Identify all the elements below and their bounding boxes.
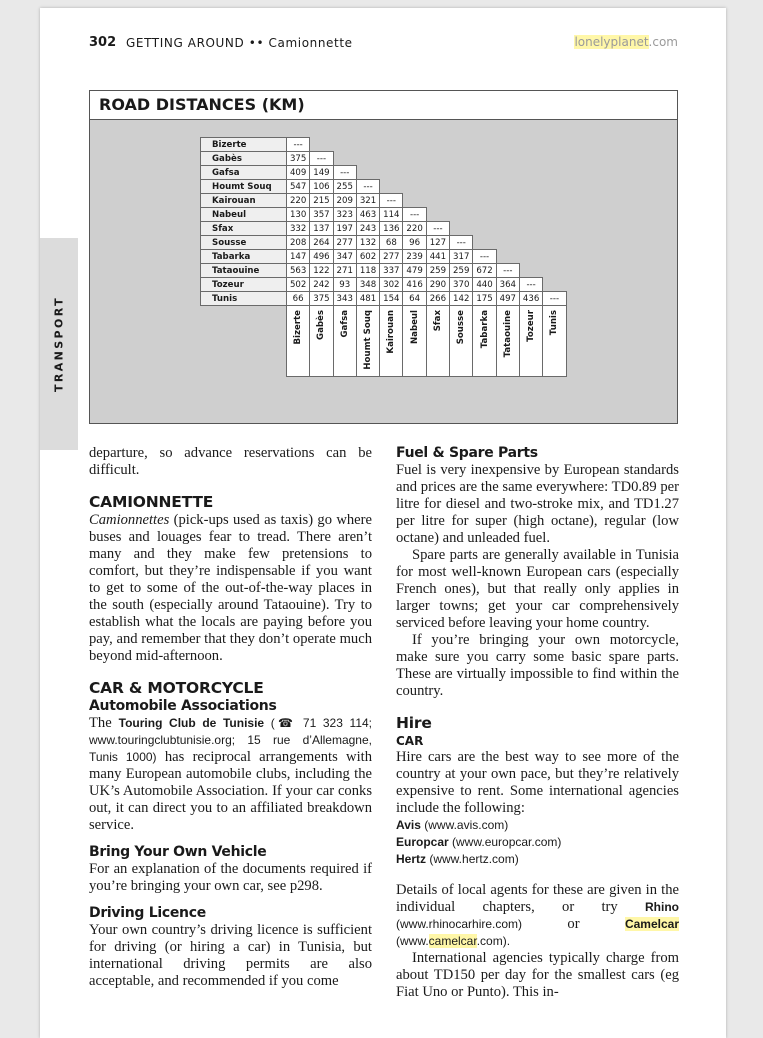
empty-cell xyxy=(473,166,496,180)
heading-bring-own-vehicle: Bring Your Own Vehicle xyxy=(89,844,267,860)
distance-row xyxy=(201,292,567,306)
label-row-spacer xyxy=(201,306,287,377)
right-column xyxy=(396,445,679,1001)
distance-cell: 441 xyxy=(426,250,449,264)
paragraph-motorcycle: If you’re bringing your own motorcycle, make sure you carry some basic spare parts. These are virtually impossible to find within the country. xyxy=(396,632,679,699)
rhino-name: Rhino xyxy=(645,900,679,914)
distance-cell: 242 xyxy=(310,278,333,292)
paragraph-continued: departure, so advance reservations can be difficult. xyxy=(89,445,372,478)
distance-cell: 130 xyxy=(287,208,310,222)
distance-cell: 255 xyxy=(333,180,356,194)
column-town-label xyxy=(543,306,566,377)
column-town-label xyxy=(287,306,310,377)
camionnette-text: (pick-ups used as taxis) go where buses and louages fear to tread. There aren’t many and they make few pretensions to comfort, but they’re indispensable if you want to get to some of the out-of-the-way places in the south (especially around Tataouine). Try to establish what the locals are paying before you pay, and remember that they don’t operate much beyond mid-afternoon. xyxy=(89,512,372,664)
empty-cell xyxy=(543,264,566,278)
section-side-tab xyxy=(40,238,78,450)
distance-cell: 347 xyxy=(333,250,356,264)
empty-cell xyxy=(496,138,519,152)
empty-cell xyxy=(380,152,403,166)
empty-cell xyxy=(519,236,542,250)
agency-hertz[interactable] xyxy=(396,851,679,868)
distance-cell: 481 xyxy=(356,292,379,306)
empty-cell xyxy=(543,208,566,222)
agency-avis[interactable] xyxy=(396,817,679,834)
paragraph-hire: Hire cars are the best way to see more of the country at your own pace, but they’re relatively expensive to rent. Some international agencies include the following: xyxy=(396,749,679,816)
empty-cell xyxy=(380,180,403,194)
heading-camionnette: CAMIONNETTE xyxy=(89,493,214,511)
distance-cell: 497 xyxy=(496,292,519,306)
row-town-name: Sfax xyxy=(201,222,287,236)
empty-cell xyxy=(543,152,566,166)
empty-cell xyxy=(519,222,542,236)
distance-cell: 416 xyxy=(403,278,426,292)
distance-cell: 357 xyxy=(310,208,333,222)
auto-text-lead: The xyxy=(89,715,119,731)
distance-cell: 277 xyxy=(380,250,403,264)
distance-cell: 364 xyxy=(496,278,519,292)
distance-cell: 239 xyxy=(403,250,426,264)
row-town-name: Nabeul xyxy=(201,208,287,222)
row-town-name: Tataouine xyxy=(201,264,287,278)
empty-cell xyxy=(496,236,519,250)
empty-cell xyxy=(403,166,426,180)
distance-cell: 563 xyxy=(287,264,310,278)
empty-cell xyxy=(543,250,566,264)
empty-cell xyxy=(496,194,519,208)
empty-cell xyxy=(473,180,496,194)
empty-cell xyxy=(496,208,519,222)
empty-cell xyxy=(426,180,449,194)
camelcar-url[interactable] xyxy=(396,934,510,948)
row-town-name: Gafsa xyxy=(201,166,287,180)
column-town-label xyxy=(333,306,356,377)
empty-cell xyxy=(496,180,519,194)
empty-cell xyxy=(403,194,426,208)
empty-cell xyxy=(543,138,566,152)
road-distances-box xyxy=(89,90,678,424)
site-url[interactable] xyxy=(574,35,678,49)
agency-europcar[interactable] xyxy=(396,834,679,851)
distance-cell: 259 xyxy=(450,264,473,278)
empty-cell xyxy=(450,152,473,166)
distance-cell: 142 xyxy=(450,292,473,306)
touring-club-contact[interactable]: (☎ 71 323 114; www.touringclubtunisie.org; 15 rue d’Allemagne, Tunis 1000) xyxy=(89,716,372,764)
distance-cell: 96 xyxy=(403,236,426,250)
distance-row xyxy=(201,180,567,194)
left-column xyxy=(89,445,372,990)
column-town-label xyxy=(426,306,449,377)
empty-cell xyxy=(519,180,542,194)
distance-cell: 264 xyxy=(310,236,333,250)
empty-cell xyxy=(380,166,403,180)
paragraph-automobile xyxy=(89,715,372,834)
heading-car-motorcycle: CAR & MOTORCYCLE xyxy=(89,679,264,697)
distance-cell: 479 xyxy=(403,264,426,278)
diagonal-cell: --- xyxy=(333,166,356,180)
empty-cell xyxy=(380,138,403,152)
empty-cell xyxy=(450,180,473,194)
heading-car: CAR xyxy=(396,734,424,748)
distance-cell: 290 xyxy=(426,278,449,292)
distance-cell: 337 xyxy=(380,264,403,278)
agency-url: (www.hertz.com) xyxy=(426,852,519,866)
camionnettes-term: Camionnettes xyxy=(89,512,170,528)
paragraph-bring-own-vehicle: For an explanation of the documents required if you’re bringing your own car, see p298. xyxy=(89,861,372,894)
distance-cell: 463 xyxy=(356,208,379,222)
distance-cell: 114 xyxy=(380,208,403,222)
empty-cell xyxy=(519,138,542,152)
distance-row xyxy=(201,194,567,208)
camelcar-name: Camelcar xyxy=(624,917,679,931)
row-town-name: Gabès xyxy=(201,152,287,166)
empty-cell xyxy=(356,152,379,166)
column-town-text: Tataouine xyxy=(502,310,513,358)
empty-cell xyxy=(519,250,542,264)
distance-cell: 332 xyxy=(287,222,310,236)
diagonal-cell: --- xyxy=(356,180,379,194)
empty-cell xyxy=(543,194,566,208)
empty-cell xyxy=(473,236,496,250)
distance-table-wrap xyxy=(200,137,567,377)
distance-row xyxy=(201,250,567,264)
distance-cell: 127 xyxy=(426,236,449,250)
column-town-label xyxy=(473,306,496,377)
distance-cell: 502 xyxy=(287,278,310,292)
column-town-label xyxy=(310,306,333,377)
distance-cell: 602 xyxy=(356,250,379,264)
distance-cell: 375 xyxy=(310,292,333,306)
diagonal-cell: --- xyxy=(310,152,333,166)
distance-cell: 147 xyxy=(287,250,310,264)
distance-cell: 132 xyxy=(356,236,379,250)
camelcar-url-a: (www. xyxy=(396,934,429,948)
distance-cell: 672 xyxy=(473,264,496,278)
column-town-text: Bizerte xyxy=(293,310,304,345)
column-town-label xyxy=(403,306,426,377)
distance-cell: 243 xyxy=(356,222,379,236)
empty-cell xyxy=(496,152,519,166)
agency-list xyxy=(396,817,679,868)
column-town-label xyxy=(519,306,542,377)
empty-cell xyxy=(426,138,449,152)
agency-url: (www.europcar.com) xyxy=(448,835,562,849)
empty-cell xyxy=(426,166,449,180)
column-town-label xyxy=(450,306,473,377)
distance-cell: 220 xyxy=(287,194,310,208)
empty-cell xyxy=(473,138,496,152)
distance-row xyxy=(201,264,567,278)
distance-cell: 277 xyxy=(333,236,356,250)
distance-cell: 106 xyxy=(310,180,333,194)
diagonal-cell: --- xyxy=(426,222,449,236)
empty-cell xyxy=(426,208,449,222)
column-town-text: Houmt Souq xyxy=(363,310,374,370)
empty-cell xyxy=(450,166,473,180)
empty-cell xyxy=(403,152,426,166)
camelcar-url-highlight: camelcar xyxy=(428,934,477,948)
paragraph-fuel: Fuel is very inexpensive by European standards and prices are the same everywhere: TD0.89 per litre for diesel and two-stroke mix, and TD1.27 per litre for super (high octane), regular (low octane) and unleaded fuel. xyxy=(396,462,679,546)
empty-cell xyxy=(356,166,379,180)
distance-row xyxy=(201,222,567,236)
empty-cell xyxy=(543,278,566,292)
site-url-highlight: lonelyplanet xyxy=(574,35,649,49)
row-town-name: Kairouan xyxy=(201,194,287,208)
column-town-text: Tozeur xyxy=(526,310,537,342)
distance-cell: 440 xyxy=(473,278,496,292)
distance-row xyxy=(201,166,567,180)
road-distances-title: ROAD DISTANCES (KM) xyxy=(90,91,677,120)
empty-cell xyxy=(450,138,473,152)
rhino-url[interactable]: (www.rhinocarhire.com) xyxy=(396,917,523,931)
empty-cell xyxy=(519,208,542,222)
empty-cell xyxy=(519,166,542,180)
row-town-name: Tabarka xyxy=(201,250,287,264)
column-town-text: Gafsa xyxy=(339,310,350,338)
distance-cell: 370 xyxy=(450,278,473,292)
distance-cell: 343 xyxy=(333,292,356,306)
paragraph-local-agents xyxy=(396,882,679,950)
distance-cell: 66 xyxy=(287,292,310,306)
distance-cell: 271 xyxy=(333,264,356,278)
distance-cell: 136 xyxy=(380,222,403,236)
empty-cell xyxy=(496,250,519,264)
distance-cell: 220 xyxy=(403,222,426,236)
distance-cell: 122 xyxy=(310,264,333,278)
empty-cell xyxy=(450,194,473,208)
distance-cell: 259 xyxy=(426,264,449,278)
distance-cell: 215 xyxy=(310,194,333,208)
empty-cell xyxy=(426,152,449,166)
empty-cell xyxy=(543,222,566,236)
distance-cell: 93 xyxy=(333,278,356,292)
distance-cell: 496 xyxy=(310,250,333,264)
auto-text-rest: has reciprocal arrangements with many European automobile clubs, including the UK’s Automobile Association. If your car conks out, it can direct you to an affiliated breakdown service. xyxy=(89,749,372,833)
empty-cell xyxy=(426,194,449,208)
distance-cell: 209 xyxy=(333,194,356,208)
diagonal-cell: --- xyxy=(403,208,426,222)
distance-cell: 436 xyxy=(519,292,542,306)
row-town-name: Sousse xyxy=(201,236,287,250)
column-town-text: Sfax xyxy=(432,310,443,332)
distance-cell: 197 xyxy=(333,222,356,236)
column-town-text: Tabarka xyxy=(479,310,490,349)
diagonal-cell: --- xyxy=(496,264,519,278)
row-town-name: Houmt Souq xyxy=(201,180,287,194)
distance-cell: 317 xyxy=(450,250,473,264)
empty-cell xyxy=(519,194,542,208)
column-town-label xyxy=(380,306,403,377)
touring-club-name: Touring Club de Tunisie xyxy=(118,716,265,730)
distance-cell: 68 xyxy=(380,236,403,250)
column-town-label xyxy=(496,306,519,377)
empty-cell xyxy=(450,208,473,222)
diagonal-cell: --- xyxy=(519,278,542,292)
empty-cell xyxy=(543,166,566,180)
site-url-tld: .com xyxy=(648,35,678,49)
distance-table xyxy=(200,137,567,377)
distance-cell: 302 xyxy=(380,278,403,292)
empty-cell xyxy=(450,222,473,236)
page-number: 302 xyxy=(89,35,117,50)
distance-cell: 547 xyxy=(287,180,310,194)
agency-name: Europcar xyxy=(396,835,449,849)
column-label-row xyxy=(201,306,567,377)
column-town-text: Gabès xyxy=(316,310,327,340)
paragraph-international-rates: International agencies typically charge from about TD150 per day for the smallest cars (eg Fiat Uno or Punto). This in- xyxy=(396,950,679,1000)
agency-url: (www.avis.com) xyxy=(420,818,509,832)
paragraph-camionnette xyxy=(89,512,372,665)
diagonal-cell: --- xyxy=(380,194,403,208)
distance-cell: 137 xyxy=(310,222,333,236)
running-header: GETTING AROUND •• Camionnette xyxy=(126,36,353,50)
book-page xyxy=(40,8,726,1038)
distance-cell: 321 xyxy=(356,194,379,208)
distance-row xyxy=(201,152,567,166)
empty-cell xyxy=(543,236,566,250)
empty-cell xyxy=(333,152,356,166)
empty-cell xyxy=(403,180,426,194)
diagonal-cell: --- xyxy=(287,138,310,152)
distance-row xyxy=(201,278,567,292)
empty-cell xyxy=(356,138,379,152)
agency-name: Avis xyxy=(396,818,421,832)
distance-cell: 375 xyxy=(287,152,310,166)
heading-hire: Hire xyxy=(396,714,432,732)
empty-cell xyxy=(543,180,566,194)
empty-cell xyxy=(473,194,496,208)
distance-cell: 175 xyxy=(473,292,496,306)
side-tab-label: TRANSPORT xyxy=(52,295,66,393)
local-or: or xyxy=(522,916,625,932)
column-town-text: Tunis xyxy=(549,310,560,336)
diagonal-cell: --- xyxy=(450,236,473,250)
column-town-label xyxy=(356,306,379,377)
empty-cell xyxy=(496,166,519,180)
row-town-name: Bizerte xyxy=(201,138,287,152)
distance-cell: 409 xyxy=(287,166,310,180)
empty-cell xyxy=(473,208,496,222)
diagonal-cell: --- xyxy=(473,250,496,264)
empty-cell xyxy=(333,138,356,152)
heading-automobile-associations: Automobile Associations xyxy=(89,698,277,714)
distance-cell: 118 xyxy=(356,264,379,278)
column-town-text: Kairouan xyxy=(386,310,397,354)
local-agents-text: Details of local agents for these are given in the individual chapters, or try xyxy=(396,882,679,915)
row-town-name: Tozeur xyxy=(201,278,287,292)
distance-cell: 64 xyxy=(403,292,426,306)
column-town-text: Sousse xyxy=(456,310,467,345)
distance-cell: 348 xyxy=(356,278,379,292)
empty-cell xyxy=(519,264,542,278)
agency-name: Hertz xyxy=(396,852,427,866)
heading-fuel-spare-parts: Fuel & Spare Parts xyxy=(396,445,538,461)
camelcar-url-b: .com). xyxy=(476,934,511,948)
distance-cell: 208 xyxy=(287,236,310,250)
empty-cell xyxy=(473,222,496,236)
heading-driving-licence: Driving Licence xyxy=(89,905,206,921)
empty-cell xyxy=(310,138,333,152)
column-town-text: Nabeul xyxy=(409,310,420,345)
diagonal-cell: --- xyxy=(543,292,566,306)
row-town-name: Tunis xyxy=(201,292,287,306)
paragraph-spare-parts: Spare parts are generally available in Tunisia for most well-known European cars (especially French ones), but that really only applies in larger towns; get your car comprehensively serviced before leaving your home country. xyxy=(396,547,679,631)
distance-cell: 149 xyxy=(310,166,333,180)
empty-cell xyxy=(519,152,542,166)
distance-row xyxy=(201,236,567,250)
distance-cell: 266 xyxy=(426,292,449,306)
distance-row xyxy=(201,208,567,222)
empty-cell xyxy=(496,222,519,236)
distance-cell: 154 xyxy=(380,292,403,306)
empty-cell xyxy=(403,138,426,152)
paragraph-driving-licence: Your own country’s driving licence is sufficient for driving (or hiring a car) in Tunisia, but international driving permits are also acceptable, and recommended if you come xyxy=(89,922,372,989)
distance-row xyxy=(201,138,567,152)
distance-cell: 323 xyxy=(333,208,356,222)
empty-cell xyxy=(473,152,496,166)
